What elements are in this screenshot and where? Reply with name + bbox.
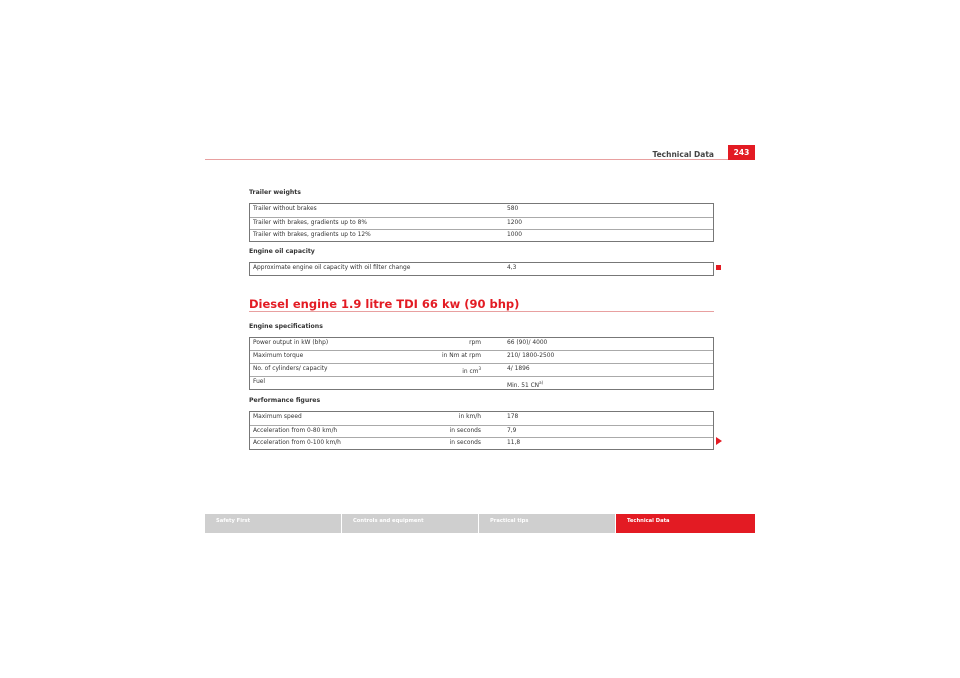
table-row	[250, 263, 713, 275]
row-label: Trailer without brakes	[253, 206, 317, 212]
row-label: Fuel	[253, 379, 266, 385]
row-label: Maximum torque	[253, 353, 304, 359]
table-row	[250, 412, 713, 425]
row-value	[507, 380, 543, 389]
header-rule	[205, 159, 755, 160]
table-row	[250, 437, 713, 449]
row-value: 4/ 1896	[507, 366, 530, 372]
footer-tab-safety-first[interactable]	[205, 514, 341, 533]
row-label: Power output in kW (bhp)	[253, 340, 329, 346]
performance-table	[249, 411, 714, 450]
engine-specs-heading: Engine specifications	[249, 323, 323, 330]
footer-tab-label: Controls and equipment	[353, 518, 424, 524]
row-unit: in seconds	[449, 440, 481, 446]
row-value: 178	[507, 414, 519, 420]
table-row	[250, 425, 713, 437]
table-row	[250, 338, 713, 350]
row-label: No. of cylinders/ capacity	[253, 366, 328, 372]
footer-tab-label: Practical tips	[490, 518, 529, 524]
row-label: Trailer with brakes, gradients up to 8%	[253, 220, 367, 226]
row-unit: in Nm at rpm	[442, 353, 481, 359]
unit-text: in cm	[462, 368, 479, 375]
section-end-mark	[716, 265, 721, 270]
row-value: 4,3	[507, 265, 517, 271]
engine-oil-table	[249, 262, 714, 276]
table-row	[250, 204, 713, 217]
table-row	[250, 217, 713, 229]
unit-superscript: 3	[478, 366, 481, 371]
row-value: 66 (90)/ 4000	[507, 340, 548, 346]
row-unit	[370, 366, 481, 375]
row-label: Trailer with brakes, gradients up to 12%	[253, 232, 371, 238]
trailer-weights-table	[249, 203, 714, 242]
trailer-weights-heading: Trailer weights	[249, 189, 301, 196]
table-row	[250, 363, 713, 376]
row-value: 11,8	[507, 440, 521, 446]
engine-specs-table	[249, 337, 714, 390]
footer-tab-label: Technical Data	[627, 518, 670, 524]
row-value: 580	[507, 206, 519, 212]
row-label: Acceleration from 0-100 km/h	[253, 440, 341, 446]
row-unit: rpm	[469, 340, 481, 346]
value-text: Min. 51 CN	[507, 382, 540, 389]
footer-tab-technical-data[interactable]	[616, 514, 755, 533]
table-row	[250, 229, 713, 241]
section-title: Diesel engine 1.9 litre TDI 66 kw (90 bhp)	[249, 297, 520, 311]
row-value: 1200	[507, 220, 522, 226]
table-row	[250, 376, 713, 389]
performance-heading: Performance figures	[249, 397, 321, 404]
header-title: Technical Data	[652, 150, 714, 159]
row-value: 210/ 1800-2500	[507, 353, 555, 359]
table-row	[250, 350, 713, 363]
row-unit: in km/h	[458, 414, 481, 420]
row-unit: in seconds	[449, 428, 481, 434]
row-label: Acceleration from 0-80 km/h	[253, 428, 338, 434]
row-value: 1000	[507, 232, 522, 238]
footer-tab-practical-tips[interactable]	[479, 514, 615, 533]
row-label: Maximum speed	[253, 414, 302, 420]
row-value: 7,9	[507, 428, 517, 434]
footer-tab-label: Safety First	[216, 518, 251, 524]
engine-oil-heading: Engine oil capacity	[249, 248, 315, 255]
page-number: 243	[728, 145, 755, 160]
continue-arrow-icon	[716, 437, 722, 445]
footnote-ref: a)	[539, 380, 544, 385]
section-title-rule	[249, 311, 714, 312]
footer-tab-controls-and-equipment[interactable]	[342, 514, 478, 533]
row-label: Approximate engine oil capacity with oil filter change	[253, 265, 411, 271]
